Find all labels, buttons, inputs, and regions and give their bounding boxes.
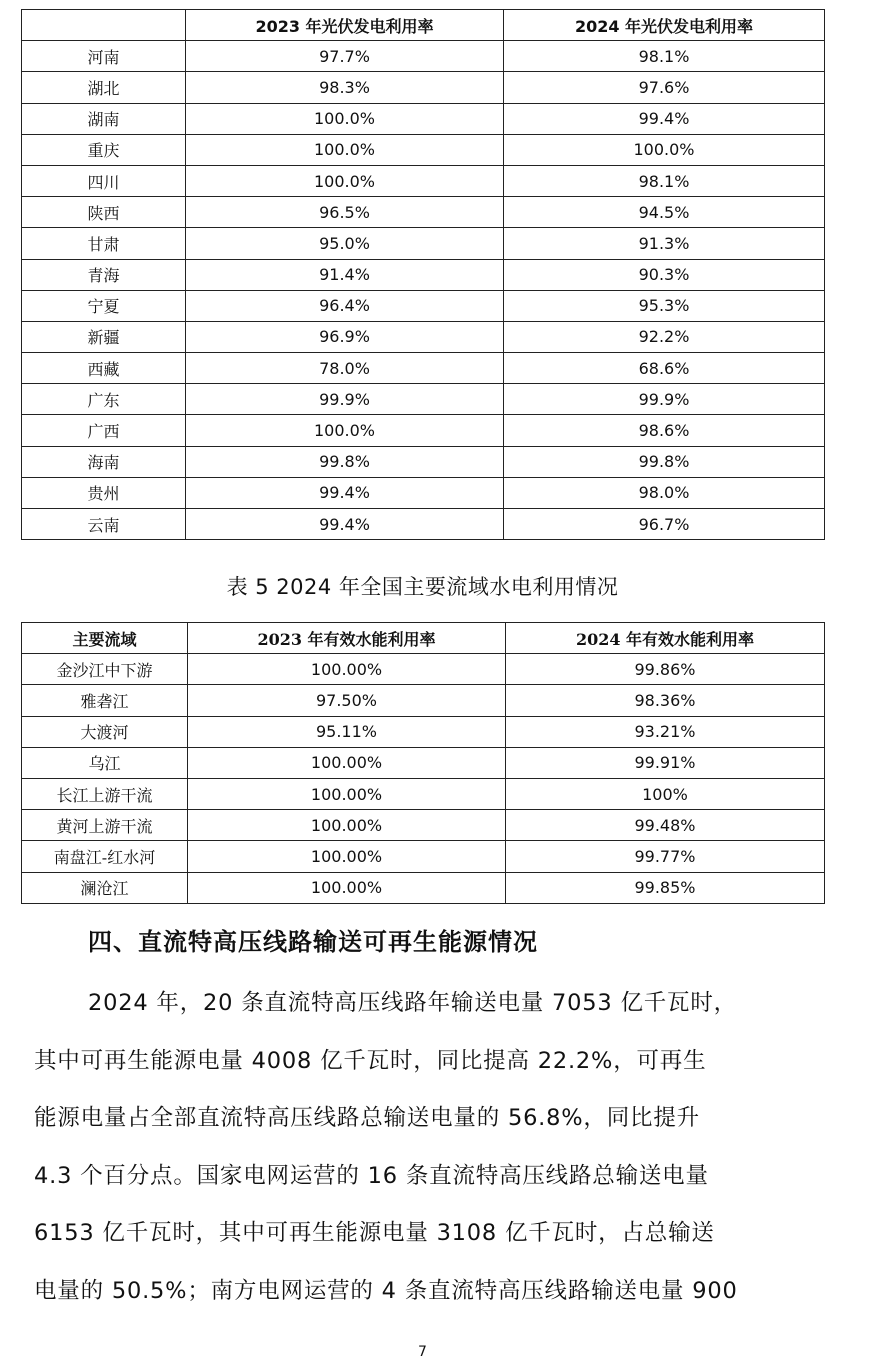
value-cell: 100.00% — [188, 778, 506, 809]
table-row — [22, 446, 825, 477]
value-cell: 100.0% — [186, 103, 504, 134]
value-cell: 100.00% — [188, 654, 506, 685]
table-row — [22, 509, 825, 540]
hydro-table-body — [22, 654, 825, 904]
page-number: 7 — [418, 1344, 427, 1360]
row-label-cell: 重庆 — [22, 134, 186, 165]
value-cell: 94.5% — [504, 197, 825, 228]
row-label-cell: 广西 — [22, 415, 186, 446]
value-cell: 98.36% — [506, 685, 825, 716]
header-cell-2024: 2024 年光伏发电利用率 — [504, 10, 825, 41]
table-row — [22, 197, 825, 228]
value-cell: 99.8% — [504, 446, 825, 477]
row-label-cell: 陕西 — [22, 197, 186, 228]
table-row — [22, 41, 825, 72]
value-cell: 100.00% — [188, 872, 506, 903]
row-label-cell: 云南 — [22, 509, 186, 540]
row-label-cell: 青海 — [22, 259, 186, 290]
value-cell: 98.1% — [504, 41, 825, 72]
value-cell: 100.00% — [188, 810, 506, 841]
value-cell: 99.85% — [506, 872, 825, 903]
row-label-cell: 湖北 — [22, 72, 186, 103]
header-cell-basin: 主要流域 — [22, 623, 188, 654]
row-label-cell: 雅砻江 — [22, 685, 188, 716]
table-row — [22, 353, 825, 384]
row-label-cell: 宁夏 — [22, 290, 186, 321]
value-cell: 99.8% — [186, 446, 504, 477]
value-cell: 100.0% — [186, 134, 504, 165]
hydro-utilization-table — [21, 622, 825, 904]
value-cell: 100.00% — [188, 841, 506, 872]
paragraph-line: 电量的 50.5%；南方电网运营的 4 条直流特高压线路输送电量 900 — [34, 1277, 738, 1304]
pv-utilization-table — [21, 9, 825, 540]
table-row — [22, 778, 825, 809]
value-cell: 99.86% — [506, 654, 825, 685]
value-cell: 97.50% — [188, 685, 506, 716]
value-cell: 95.11% — [188, 716, 506, 747]
table-row — [22, 259, 825, 290]
value-cell: 91.4% — [186, 259, 504, 290]
value-cell: 90.3% — [504, 259, 825, 290]
row-label-cell: 新疆 — [22, 321, 186, 352]
value-cell: 100.0% — [186, 415, 504, 446]
header-cell-2023: 2023 年光伏发电利用率 — [186, 10, 504, 41]
row-label-cell: 广东 — [22, 384, 186, 415]
row-label-cell: 大渡河 — [22, 716, 188, 747]
paragraph-line: 2024 年，20 条直流特高压线路年输送电量 7053 亿千瓦时， — [88, 990, 737, 1016]
row-label-cell: 西藏 — [22, 353, 186, 384]
table-row — [22, 747, 825, 778]
row-label-cell: 南盘江-红水河 — [22, 841, 188, 872]
table-row — [22, 165, 825, 196]
value-cell: 95.3% — [504, 290, 825, 321]
value-cell: 98.6% — [504, 415, 825, 446]
table-row — [22, 716, 825, 747]
body-paragraph — [34, 975, 824, 1320]
table-row — [22, 103, 825, 134]
value-cell: 98.3% — [186, 72, 504, 103]
value-cell: 97.6% — [504, 72, 825, 103]
value-cell: 78.0% — [186, 353, 504, 384]
value-cell: 98.1% — [504, 165, 825, 196]
table-row — [22, 72, 825, 103]
value-cell: 93.21% — [506, 716, 825, 747]
paragraph-line: 其中可再生能源电量 4008 亿千瓦时，同比提高 22.2%，可再生 — [34, 1047, 707, 1074]
value-cell: 96.4% — [186, 290, 504, 321]
table-row — [22, 685, 825, 716]
value-cell: 100.0% — [504, 134, 825, 165]
value-cell: 91.3% — [504, 228, 825, 259]
value-cell: 96.9% — [186, 321, 504, 352]
header-cell-2023: 2023 年有效水能利用率 — [188, 623, 506, 654]
table-header-row — [22, 10, 825, 41]
row-label-cell: 四川 — [22, 165, 186, 196]
table-row — [22, 810, 825, 841]
value-cell: 99.4% — [504, 103, 825, 134]
row-label-cell: 长江上游干流 — [22, 778, 188, 809]
value-cell: 96.7% — [504, 509, 825, 540]
value-cell: 96.5% — [186, 197, 504, 228]
table-row — [22, 384, 825, 415]
value-cell: 99.48% — [506, 810, 825, 841]
table-row — [22, 872, 825, 903]
table-row — [22, 290, 825, 321]
value-cell: 68.6% — [504, 353, 825, 384]
value-cell: 92.2% — [504, 321, 825, 352]
row-label-cell: 贵州 — [22, 477, 186, 508]
header-cell-region — [22, 10, 186, 41]
value-cell: 99.9% — [504, 384, 825, 415]
value-cell: 99.9% — [186, 384, 504, 415]
paragraph-line: 能源电量占全部直流特高压线路总输送电量的 56.8%，同比提升 — [34, 1105, 700, 1131]
value-cell: 100% — [506, 778, 825, 809]
table-header-row — [22, 623, 825, 654]
value-cell: 100.0% — [186, 165, 504, 196]
value-cell: 99.77% — [506, 841, 825, 872]
table-row — [22, 321, 825, 352]
value-cell: 99.4% — [186, 509, 504, 540]
value-cell: 99.4% — [186, 477, 504, 508]
header-cell-2024: 2024 年有效水能利用率 — [506, 623, 825, 654]
value-cell: 97.7% — [186, 41, 504, 72]
table-row — [22, 228, 825, 259]
paragraph-line: 6153 亿千瓦时，其中可再生能源电量 3108 亿千瓦时，占总输送 — [34, 1220, 715, 1246]
section-heading: 四、直流特高压线路输送可再生能源情况 — [88, 927, 538, 956]
value-cell: 99.91% — [506, 747, 825, 778]
row-label-cell: 黄河上游干流 — [22, 810, 188, 841]
table-row — [22, 134, 825, 165]
paragraph-line: 4.3 个百分点。国家电网运营的 16 条直流特高压线路总输送电量 — [34, 1162, 709, 1189]
row-label-cell: 澜沧江 — [22, 872, 188, 903]
table-row — [22, 415, 825, 446]
row-label-cell: 乌江 — [22, 747, 188, 778]
table-row — [22, 841, 825, 872]
row-label-cell: 甘肃 — [22, 228, 186, 259]
pv-table-body — [22, 41, 825, 540]
row-label-cell: 河南 — [22, 41, 186, 72]
value-cell: 100.00% — [188, 747, 506, 778]
table-row — [22, 477, 825, 508]
table-title: 表 5 2024 年全国主要流域水电利用情况 — [226, 575, 619, 599]
table-row — [22, 654, 825, 685]
row-label-cell: 海南 — [22, 446, 186, 477]
value-cell: 98.0% — [504, 477, 825, 508]
row-label-cell: 金沙江中下游 — [22, 654, 188, 685]
value-cell: 95.0% — [186, 228, 504, 259]
row-label-cell: 湖南 — [22, 103, 186, 134]
